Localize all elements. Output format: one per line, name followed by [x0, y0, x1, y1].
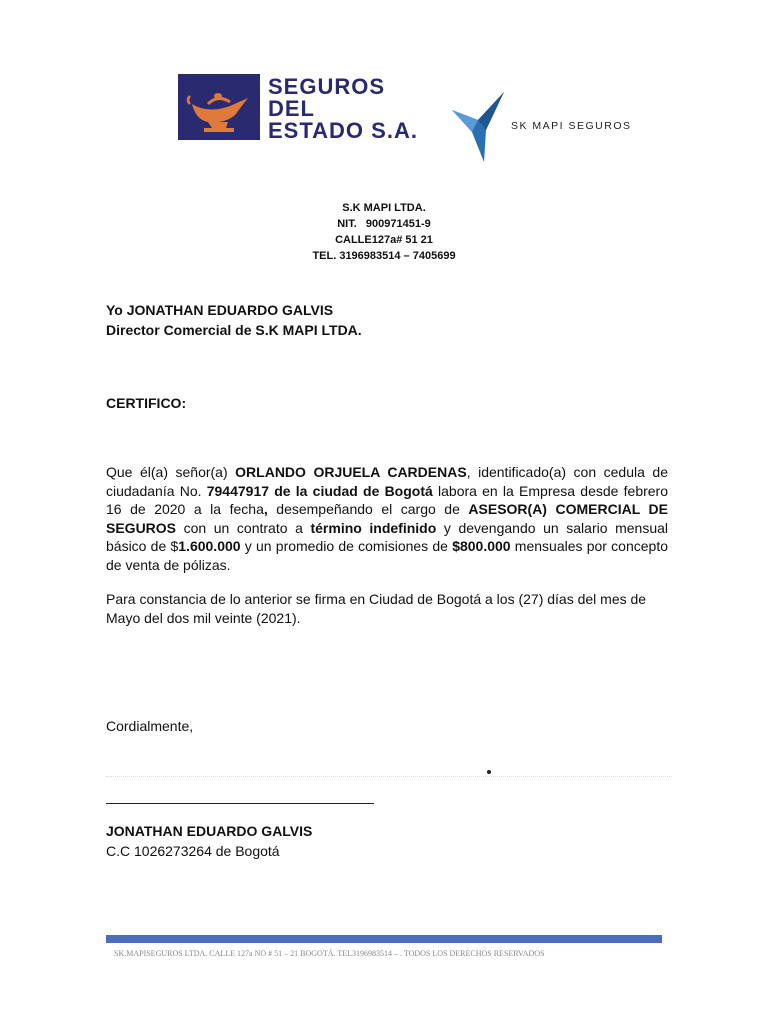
- seguros-del-estado-logo: [178, 74, 260, 140]
- footer-bar: [106, 935, 662, 943]
- text-run: con un contrato a: [176, 519, 311, 536]
- base-salary: 1.600.000: [178, 538, 241, 554]
- signatory-name: JONATHAN EDUARDO GALVIS: [106, 823, 313, 839]
- company-name: S.K MAPI LTDA.: [342, 202, 426, 214]
- signing-statement: Para constancia de lo anterior se firma en Ciudad de Bogotá a los (27) días del mes de Mayo del dos mil veinte (2021).: [106, 591, 647, 626]
- company-address: CALLE127a# 51 21: [335, 234, 433, 246]
- text-run: y un promedio de comisiones de: [240, 538, 453, 554]
- company-nit: NIT. 900971451-9: [337, 218, 431, 230]
- commission-amount: $800.000: [452, 538, 511, 554]
- text-run: desempeñando el cargo de: [267, 501, 469, 517]
- employee-name: ORLANDO ORJUELA CARDENAS: [235, 464, 467, 480]
- logo-line-2: DEL: [268, 96, 315, 121]
- logo-line-1: SEGUROS: [268, 74, 386, 99]
- text-run: y devengando un salario mensual básico de $: [106, 519, 669, 554]
- seguros-del-estado-wordmark: [268, 76, 418, 142]
- job-title: ASESOR(A) COMERCIAL DE SEGUROS: [106, 501, 668, 536]
- genie-lamp-icon: [178, 74, 260, 140]
- company-header: [0, 200, 768, 264]
- signer-intro: [106, 300, 362, 340]
- sk-mapi-logo: [446, 90, 508, 164]
- signer-intro-line-2: Director Comercial de S.K MAPI LTDA.: [106, 322, 362, 338]
- text-run: Que él(a) señor(a): [106, 464, 236, 480]
- footer-text: SK.MAPISEGUROS LTDA. CALLE 127a NO # 51 – 21 BOGOTÁ. TEL3196983514 – . TODOS LOS DERECHOS RESERVADOS: [114, 949, 545, 958]
- signatory-id: C.C 1026273264 de Bogotá: [106, 843, 280, 859]
- certification-paragraph: [106, 463, 668, 574]
- signer-intro-line-1: Yo JONATHAN EDUARDO GALVIS: [106, 302, 334, 318]
- certifico-heading: CERTIFICO:: [106, 395, 187, 411]
- closing-salutation: Cordialmente,: [106, 718, 194, 734]
- text-run: ,: [263, 501, 268, 517]
- employee-id: 79447917 de la ciudad de Bogotá: [206, 482, 433, 499]
- company-phone: TEL. 3196983514 – 7405699: [312, 250, 456, 262]
- contract-type: término indefinido: [310, 519, 437, 536]
- faint-divider: [106, 776, 672, 777]
- ink-mark: [487, 770, 491, 774]
- logo-line-3: ESTADO S.A.: [268, 118, 418, 143]
- signature-line: [106, 803, 374, 804]
- sk-mapi-wordmark: SK MAPI SEGUROS: [511, 120, 632, 132]
- signature-block: [106, 821, 312, 861]
- bird-icon: [446, 90, 508, 164]
- text-run: labora en la Empresa desde febrero 16 de 2020 a la fecha: [106, 482, 669, 517]
- text-run: , identificado(a) con cedula de ciudadanía No.: [106, 464, 668, 499]
- text-run: mensuales por concepto de venta de pólizas.: [106, 538, 668, 573]
